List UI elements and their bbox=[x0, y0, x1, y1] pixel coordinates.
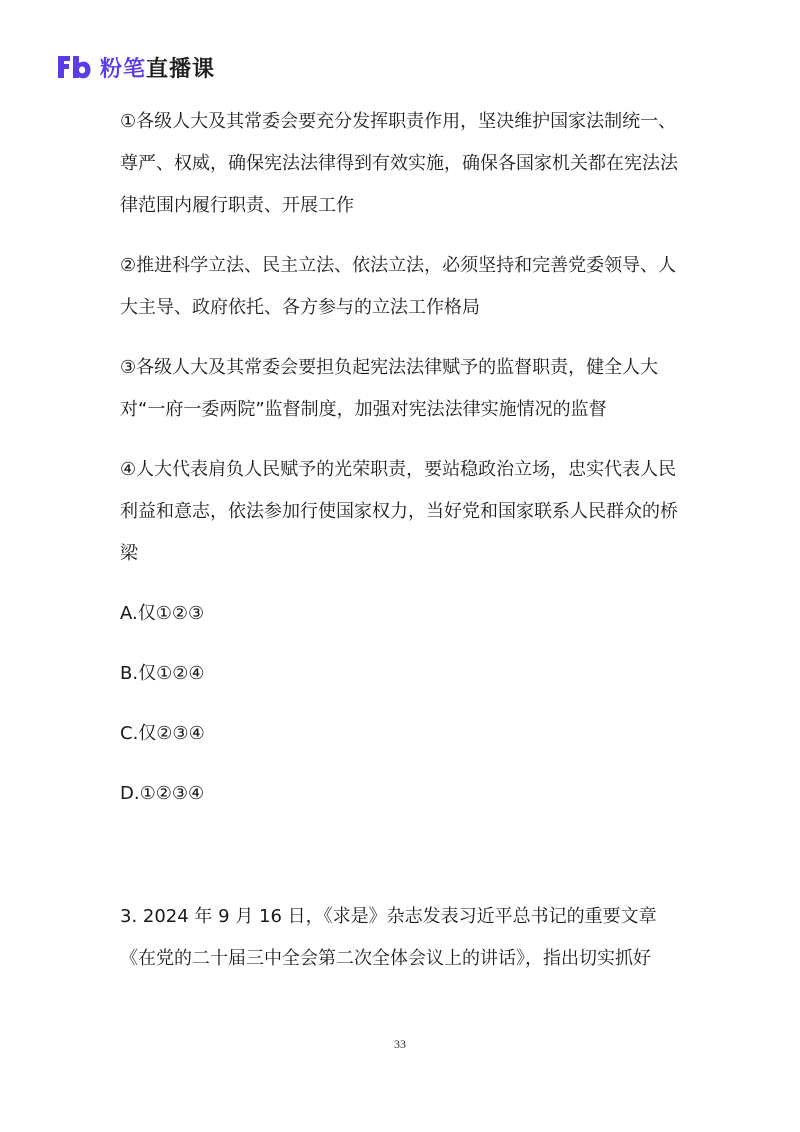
brand-name bbox=[100, 52, 215, 83]
option-b: B.仅①②④ bbox=[120, 663, 205, 684]
option-a: A.仅①②③ bbox=[120, 603, 205, 624]
statement-1: ①各级人大及其常委会要充分发挥职责作用，坚决维护国家法制统一、尊严、权威，确保宪法法律得到有效实施，确保各国家机关都在宪法法律范围内履行职责、开展工作 bbox=[120, 111, 678, 216]
brand-name-part1: 粉笔 bbox=[100, 56, 147, 82]
option-c: C.仅②③④ bbox=[120, 723, 205, 744]
fenbi-logo-icon bbox=[56, 53, 92, 81]
next-question-stem: 3. 2024 年 9 月 16 日，《求是》杂志发表习近平总书记的重要文章《在党的二十届三中全会第二次全体会议上的讲话》，指出切实抓好 bbox=[120, 906, 657, 969]
statement-3: ③各级人大及其常委会要担负起宪法法律赋予的监督职责，健全人大对“一府一委两院”监督制度，加强对宪法法律实施情况的监督 bbox=[120, 357, 659, 420]
statement-2: ②推进科学立法、民主立法、依法立法，必须坚持和完善党委领导、人大主导、政府依托、各方参与的立法工作格局 bbox=[120, 255, 677, 318]
brand-name-part2: 直播课 bbox=[146, 56, 216, 82]
question-content bbox=[120, 101, 680, 833]
page-number: 33 bbox=[394, 1037, 406, 1051]
statement-4: ④人大代表肩负人民赋予的光荣职责，要站稳政治立场，忠实代表人民利益和意志，依法参加行使国家权力，当好党和国家联系人民群众的桥梁 bbox=[120, 459, 678, 564]
header bbox=[56, 50, 215, 84]
option-d: D.①②③④ bbox=[120, 783, 205, 804]
